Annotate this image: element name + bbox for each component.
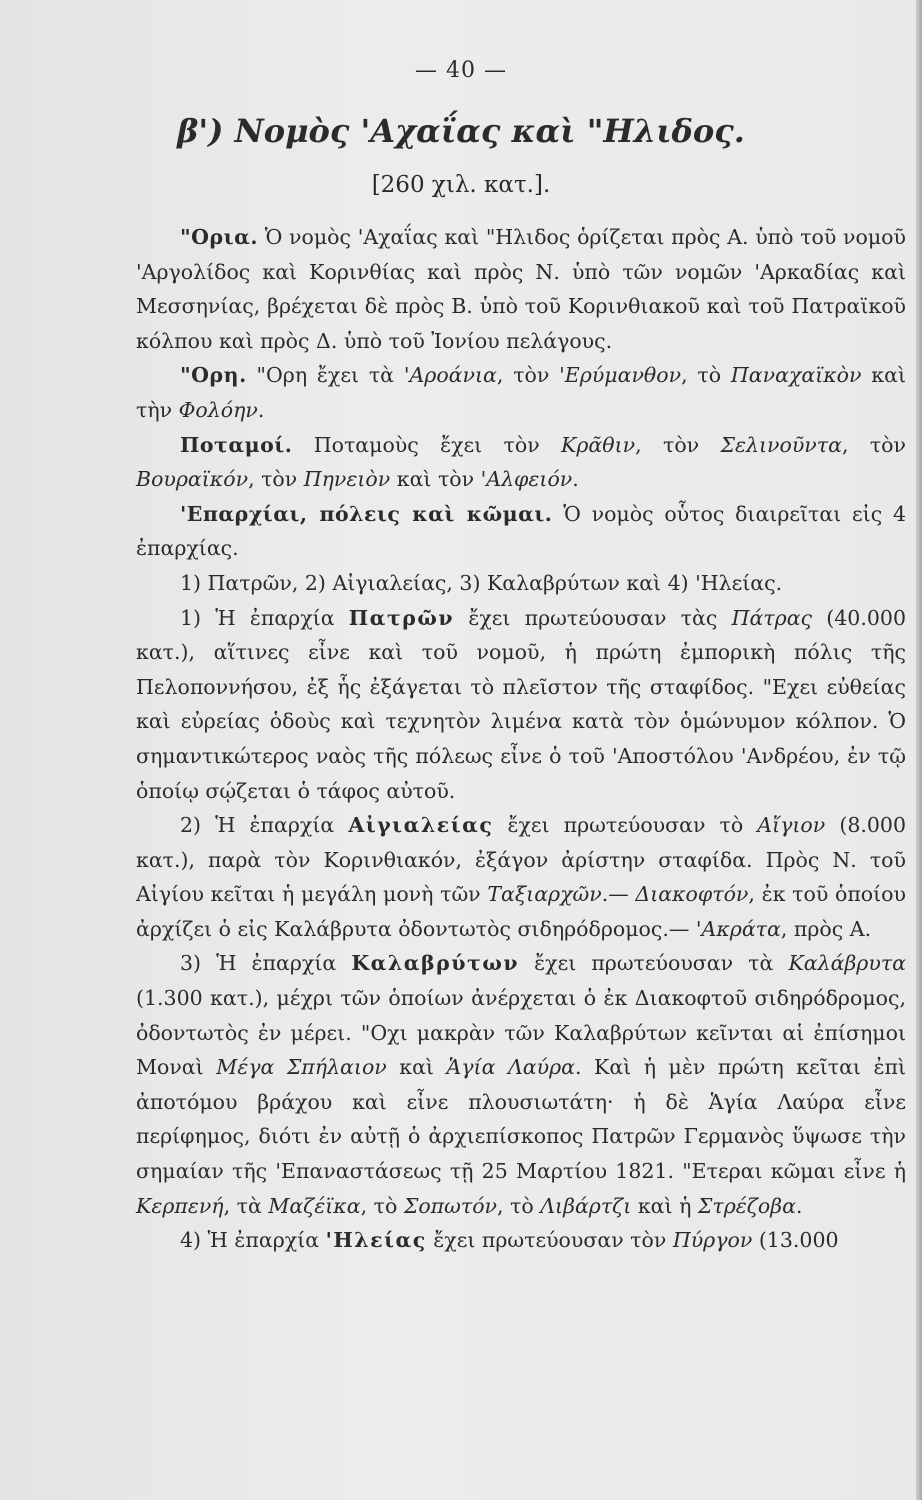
kalavryton-text: , τὸ [497,1193,541,1218]
patron-text: (40.000 κατ.), αἵτινες εἶνε καὶ τοῦ νομοῦ, ἡ πρώτη ἐμπορικὴ πόλις τῆς Πελοποννήσου, ἐξ ἧς ἐξάγεται τὸ πλεῖστον τῆς σταφίδος. "Εχει εὐθείας καὶ εὐρείας ὁδοὺς καὶ τεχνητὸν λιμένα κατὰ τὸν ὁμώνυμον κόλπον. Ὁ σημαντικώτερος ναὸς τῆς πόλεως εἶνε ὁ τοῦ 'Αποστόλου 'Ανδρέου, ἐν τῷ ὁποίῳ σῴζεται ὁ τάφος αὐτοῦ. [136,605,906,803]
potamoi-text: , τὸν [841,432,906,457]
oria-text: Ὁ νομὸς 'Αχαΐας καὶ "Ηλιδος ὁρίζεται πρὸς Α. ὑπὸ τοῦ νομοῦ 'Αργολίδος καὶ Κορινθίας καὶ πρὸς Ν. ὑπὸ τῶν νομῶν 'Αρκαδίας καὶ Μεσσηνίας, βρέχεται δὲ πρὸς Β. ὑπὸ τοῦ Κορινθιακοῦ καὶ τοῦ Πατραϊκοῦ κόλπου καὶ πρὸς Δ. ὑπὸ τοῦ Ἰονίου πελάγους. [136,225,906,353]
ori-text: , τὸ [681,363,731,388]
river-name: Σελινοῦντα [720,432,842,457]
aigialeias-text: 2) Ἡ ἐπαρχία [180,813,349,838]
province-name: Πατρῶν [348,605,455,630]
potamoi-text: Ποταμοὺς ἔχει τὸν [313,432,562,457]
section-subtitle: [260 χιλ. κατ.]. [371,172,551,198]
kalavryton-text: , τὰ [223,1193,269,1218]
place-name: 'Ακράτα [695,916,781,941]
ori-text: . [257,397,265,422]
capital-name: Πάτρας [731,605,813,630]
kalavryton-text: καὶ [386,1055,447,1080]
ori-mountain: 'Ερύμανθον [559,363,682,388]
page-number: — 40 — [415,58,507,83]
capital-name: Αἴγιον [757,813,826,838]
place-name: Ἁγία Λαύρα [446,1055,575,1080]
paragraph-ori [136,358,906,427]
province-list: 1) Πατρῶν, 2) Αἰγιαλείας, 3) Καλαβρύτων καὶ 4) 'Ηλείας. [180,570,783,595]
heading-oria: "Ορια. [180,225,259,249]
aigialeias-text: (8.000 κατ.), παρὰ τὸν Κορινθιακόν, ἐξάγον ἀρίστην σταφίδα. Πρὸς Ν. τοῦ Αἰγίου κεῖται ἡ μεγάλη μονὴ τῶν [136,813,907,907]
kalavryton-text: . Καὶ ἡ μὲν πρώτη κεῖται ἐπὶ ἀποτόμου βράχου καὶ εἶνε πλουσιωτάτη· ἡ δὲ Ἁγία Λαύρα εἶνε περίφημος, διότι ἐν αὐτῇ ὁ ἀρχιεπίσκοπος Πατρῶν Γερμανὸς ὕψωσε τὴν σημαίαν τῆς 'Επαναστάσεως τῇ 25 Μαρτίου 1821. "Ετεραι κῶμαι εἶνε ἡ [136,1055,906,1184]
aigialeias-text: .— [601,882,636,907]
ori-mountain: 'Αροάνια [403,363,497,388]
potamoi-text: καὶ τὸν [390,467,481,492]
ori-mountain: Παναχαϊκὸν [730,363,862,388]
ori-text: καὶ τὴν [136,363,906,422]
page-edge-shadow [916,0,922,1500]
place-name: Κερπενή [136,1193,224,1218]
place-name: Στρέζοβα [697,1193,796,1218]
capital-name: Πύργον [672,1228,753,1253]
potamoi-text: , τὸν [635,432,721,457]
paragraph-eparchiai [136,497,906,566]
patron-text: 1) Ἡ ἐπαρχία [180,605,349,630]
river-name: Κρᾶθιν [561,432,636,457]
kalavryton-text: 3) Ἡ ἐπαρχία [180,951,352,976]
aigialeias-text: , ἐκ τοῦ ὁποίου ἀρχίζει ὁ εἰς Καλάβρυτα ὀδοντωτὸς σιδηρόδρομος.— [136,882,906,941]
paragraph-ileias [136,1223,906,1258]
heading-ori: "Ορη. [180,363,247,388]
place-name: Μέγα Σπήλαιον [216,1055,387,1080]
river-name: 'Αλφειόν [480,467,573,492]
paragraph-patron [136,601,906,809]
capital-name: Καλάβρυτα [788,951,906,976]
paragraph-oria [136,220,906,358]
province-name: Καλαβρύτων [351,951,520,976]
ori-text: "Ορη ἔχει τὰ [256,363,404,388]
aigialeias-text: ἔχει πρωτεύουσαν τὸ [493,813,758,838]
province-name: 'Ηλείας [325,1228,427,1253]
place-name: Ταξιαρχῶν [487,882,602,907]
ileias-text: 4) Ἡ ἐπαρχία [180,1228,326,1253]
ileias-text: (13.000 [752,1228,839,1253]
paragraph-potamoi [136,428,906,497]
heading-potamoi: Ποταμοί. [180,432,293,457]
paragraph-kalavryton [136,946,906,1223]
kalavryton-text: καὶ ἡ [631,1193,698,1218]
body-text [136,220,906,1258]
potamoi-text: , τὸν [248,467,304,492]
river-name: Βουραϊκόν [136,467,249,492]
place-name: Μαζέϊκα [268,1193,361,1218]
ori-mountain: Φολόην [178,397,258,422]
place-name: Διακοφτόν [635,882,749,907]
kalavryton-text: (1.300 κατ.), μέχρι τῶν ὁποίων ἀνέρχεται ὁ ἐκ Διακοφτοῦ σιδηρόδρομος, ὀδοντωτὸς ἐν μέρει. "Οχι μακρὰν τῶν Καλαβρύτων κεῖνται αἱ ἐπίσημοι Μοναὶ [136,986,906,1080]
paragraph-aigialeias [136,808,906,946]
aigialeias-text: , πρὸς Α. [780,916,872,941]
river-name: Πηνειὸν [303,467,391,492]
kalavryton-text: , τὸ [360,1193,404,1218]
ori-text: , τὸν [496,363,560,388]
kalavryton-text: ἔχει πρωτεύουσαν τὰ [519,951,789,976]
place-name: Λιβάρτζι [540,1193,632,1218]
section-title: β') Νομὸς 'Αχαΐας καὶ "Ηλιδος. [177,112,745,150]
heading-eparchiai: 'Επαρχίαι, πόλεις καὶ κῶμαι. [180,501,553,526]
kalavryton-text: . [795,1193,803,1218]
place-name: Σοπωτόν [403,1193,498,1218]
ileias-text: ἔχει πρωτεύουσαν τὸν [426,1228,673,1253]
province-name: Αἰγιαλείας [348,813,494,838]
potamoi-text: . [572,467,579,492]
eparchiai-text: Ὁ νομὸς οὗτος διαιρεῖται εἰς 4 ἐπαρχίας. [136,501,906,561]
patron-text: ἔχει πρωτεύουσαν τὰς [454,605,732,630]
